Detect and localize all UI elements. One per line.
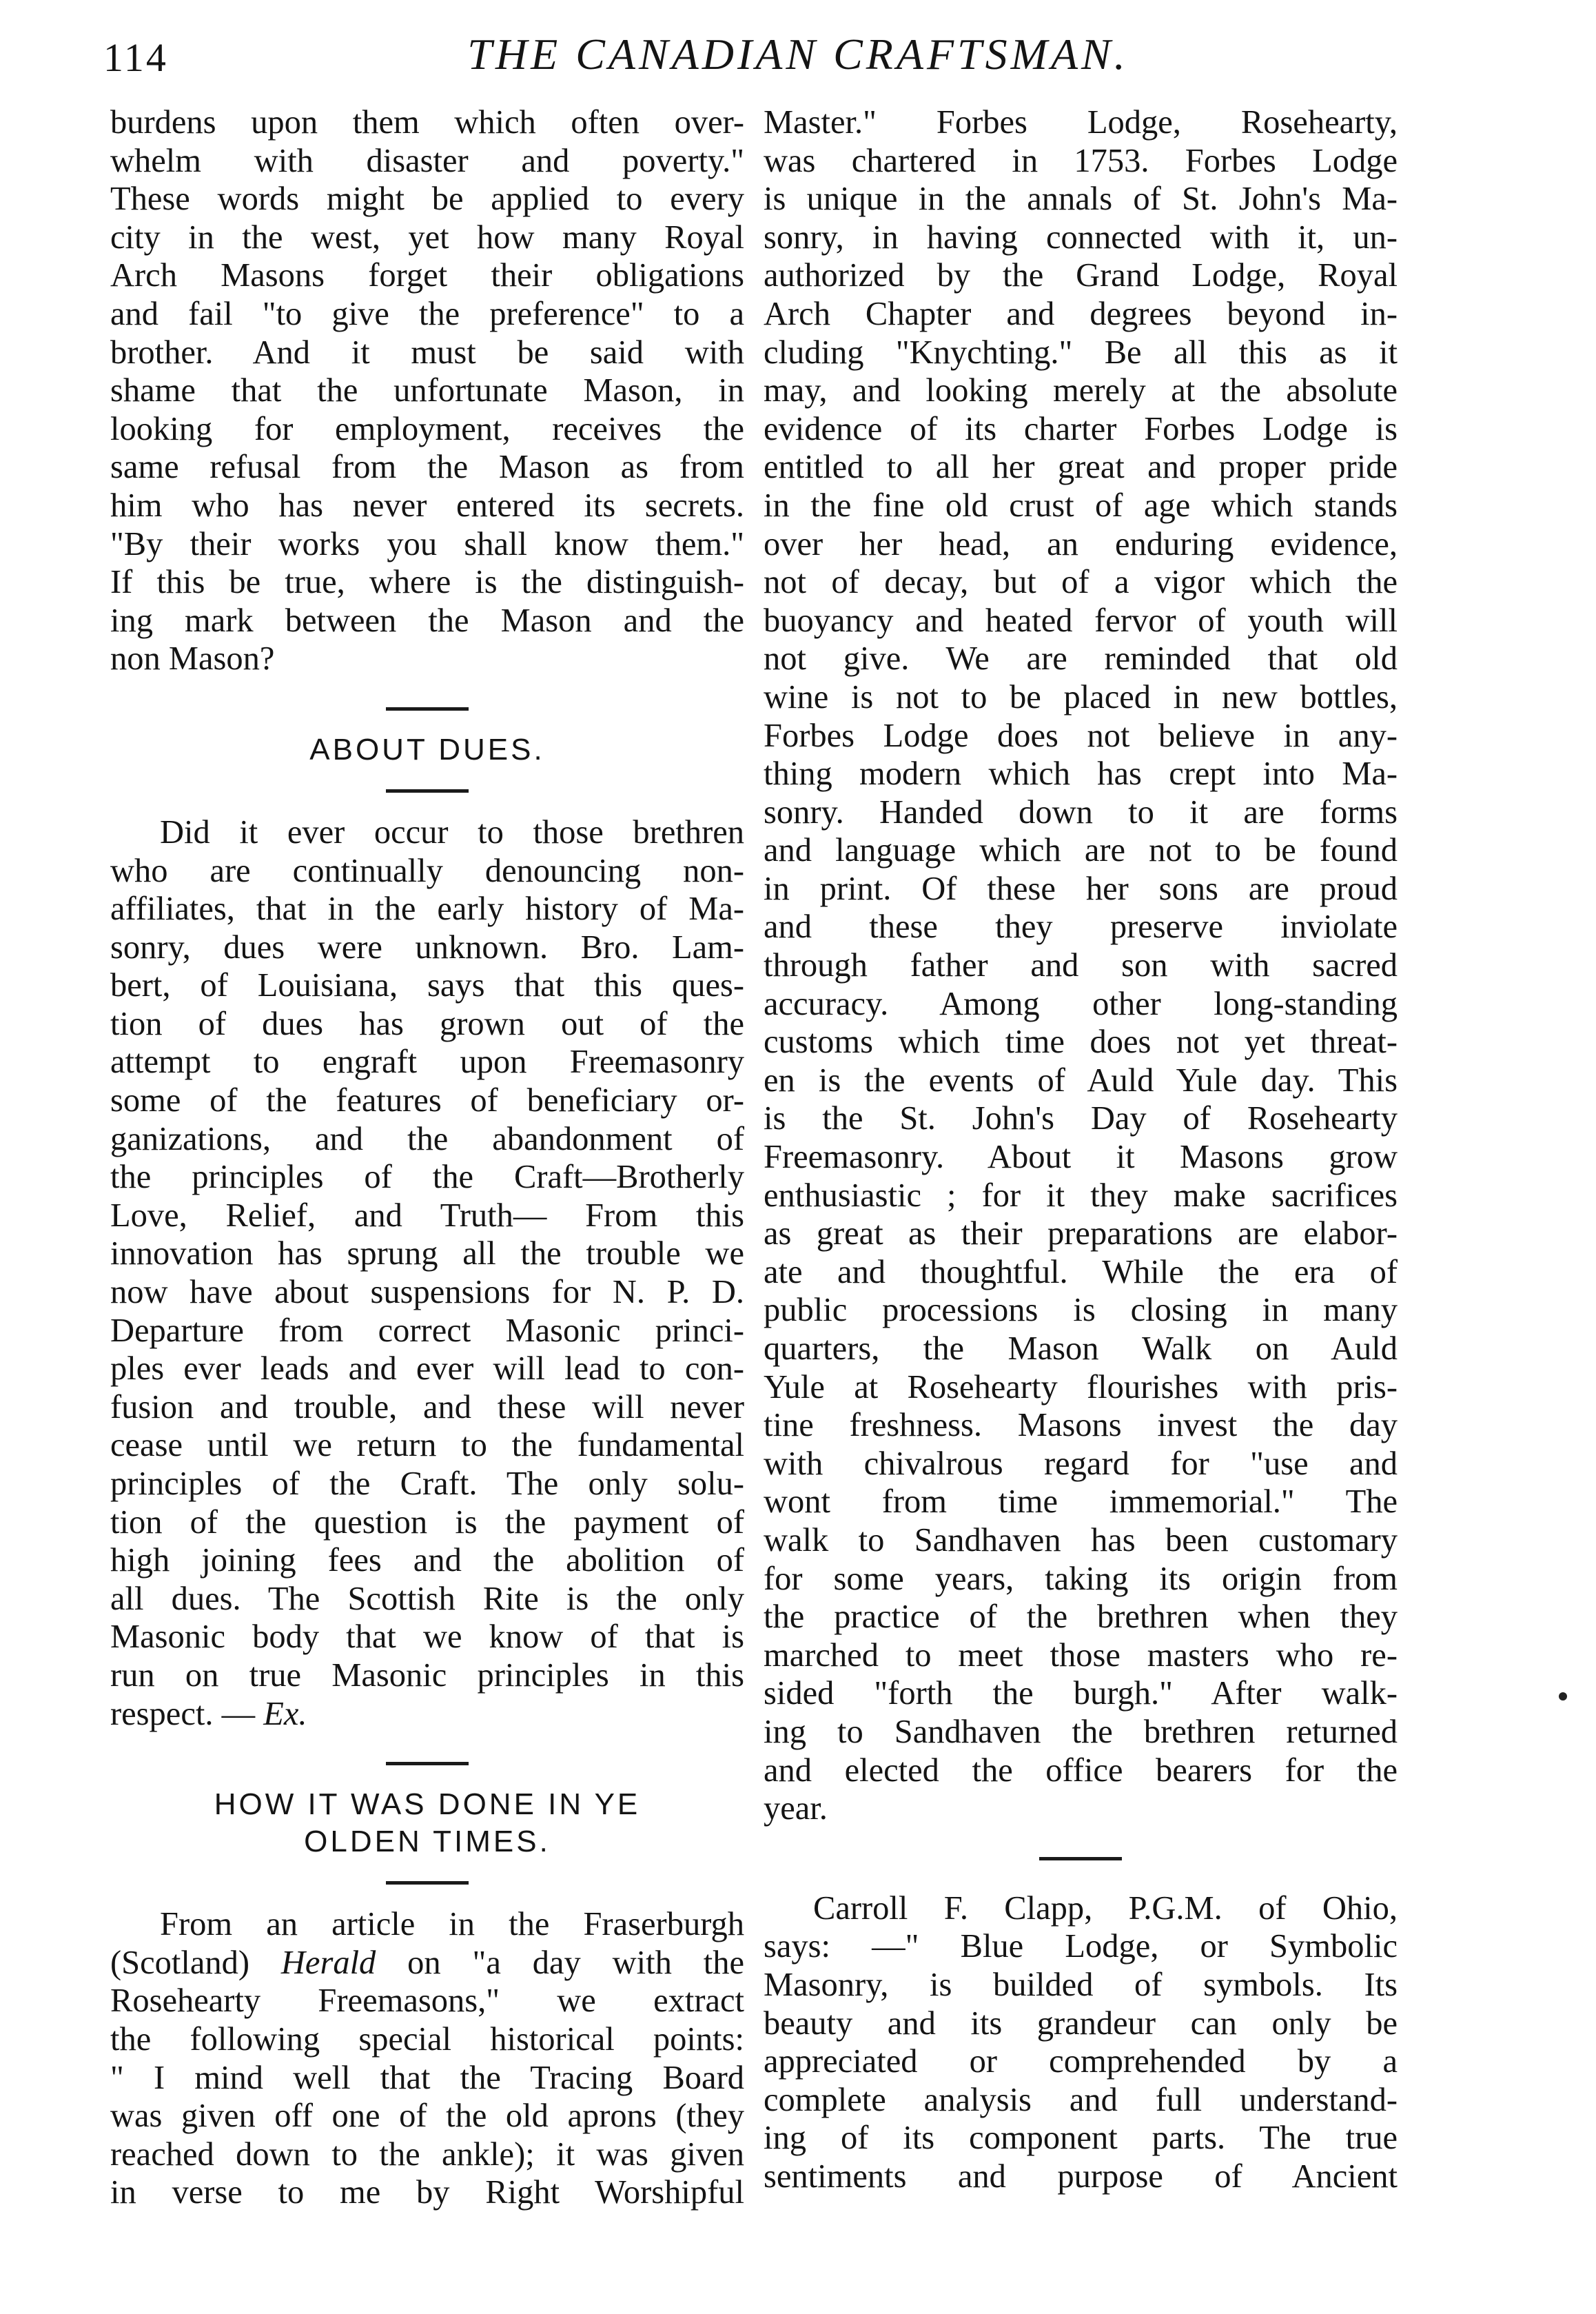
- text-line: is the St. John's Day of Rosehearty: [764, 1100, 1398, 1137]
- text-line: some of the features of beneficiary or-: [110, 1082, 744, 1119]
- article-olden-times-continued: [764, 103, 1398, 1828]
- text-line: burdens upon them which often over-: [110, 104, 744, 141]
- text-line: in verse to me by Right Worshipful: [110, 2174, 744, 2211]
- text-line: walk to Sandhaven has been customary: [764, 1521, 1398, 1559]
- text-line: with chivalrous regard for "use and: [764, 1445, 1398, 1482]
- text-line: Carroll F. Clapp, P.G.M. of Ohio,: [813, 1889, 1398, 1927]
- text-line: who are continually denouncing non-: [110, 852, 744, 889]
- journal-title: THE CANADIAN CRAFTSMAN.: [467, 30, 1129, 79]
- text-line: tion of dues has grown out of the: [110, 1005, 744, 1042]
- text-line: not of decay, but of a vigor which the: [764, 564, 1398, 601]
- text-line: wine is not to be placed in new bottles,: [764, 678, 1398, 715]
- text-line: Departure from correct Masonic princi-: [110, 1312, 744, 1349]
- text-line: is unique in the annals of St. John's Ma-: [764, 181, 1398, 218]
- text-line: [110, 1695, 744, 1734]
- text-line: says: —" Blue Lodge, or Symbolic: [764, 1928, 1398, 1965]
- text-line: Masonry, is builded of symbols. Its: [764, 1966, 1398, 2003]
- text-line: the principles of the Craft—Brotherly: [110, 1159, 744, 1196]
- text-line: " I mind well that the Tracing Board: [110, 2059, 744, 2096]
- text-line: in the fine old crust of age which stands: [764, 487, 1398, 524]
- text-line: public processions is closing in many: [764, 1292, 1398, 1329]
- text-line: Master." Forbes Lodge, Rosehearty,: [764, 104, 1398, 141]
- text-line: fusion and trouble, and these will never: [110, 1388, 744, 1425]
- text-line: ples ever leads and ever will lead to con-: [110, 1350, 744, 1388]
- text-line: in print. Of these her sons are proud: [764, 870, 1398, 907]
- article-clapp-quote: [764, 1889, 1398, 2196]
- continued-article: [110, 103, 744, 678]
- text-line: ing to Sandhaven the brethren returned: [764, 1713, 1398, 1750]
- text-line: sentiments and purpose of Ancient: [764, 2158, 1398, 2195]
- text-line: shame that the unfortunate Mason, in: [110, 372, 744, 409]
- text-line: innovation has sprung all the trouble we: [110, 1235, 744, 1272]
- text-line: enthusiastic ; for it they make sacrifices: [764, 1177, 1398, 1214]
- text-line: "By their works you shall know them.": [110, 525, 744, 562]
- text-line: complete analysis and full understand-: [764, 2081, 1398, 2118]
- text-line: ing of its component parts. The true: [764, 2120, 1398, 2157]
- text-line: ing mark between the Mason and the: [110, 602, 744, 639]
- text-line: non Mason?: [110, 640, 275, 678]
- text-line: year.: [764, 1790, 828, 1827]
- article-olden-times: [110, 1905, 744, 2212]
- text-line: may, and looking merely at the absolute: [764, 372, 1398, 409]
- text-line: entitled to all her great and proper pride: [764, 449, 1398, 486]
- text-line: sonry, in having connected with it, un-: [764, 219, 1398, 256]
- text-line: Rosehearty Freemasons," we extract: [110, 1982, 744, 2020]
- right-column: [764, 103, 1398, 2195]
- text-line: quarters, the Mason Walk on Auld: [764, 1330, 1398, 1367]
- text-line: the following special historical points:: [110, 2020, 744, 2058]
- text-line: was chartered in 1753. Forbes Lodge: [764, 142, 1398, 179]
- text-line: Arch Chapter and degrees beyond in-: [764, 295, 1398, 332]
- text-line: looking for employment, receives the: [110, 410, 744, 447]
- text-line: Freemasonry. About it Masons grow: [764, 1139, 1398, 1176]
- text-line: bert, of Louisiana, says that this ques-: [110, 967, 744, 1004]
- text-line: tion of the question is the payment of: [110, 1503, 744, 1541]
- text-line: now have about suspensions for N. P. D.: [110, 1274, 744, 1311]
- text-line: over her head, an enduring evidence,: [764, 525, 1398, 562]
- source-credit: Ex.: [263, 1695, 307, 1732]
- text-line: high joining fees and the abolition of: [110, 1542, 744, 1579]
- page-number: 114: [103, 35, 168, 80]
- text-line: the practice of the brethren when they: [764, 1599, 1398, 1636]
- text-line: ate and thoughtful. While the era of: [764, 1253, 1398, 1290]
- text-line: principles of the Craft. The only solu-: [110, 1465, 744, 1502]
- text-line: and elected the office bearers for the: [764, 1752, 1398, 1789]
- section-heading-about-dues: ABOUT DUES.: [309, 732, 545, 767]
- text-line: sonry. Handed down to it are forms: [764, 793, 1398, 831]
- article-about-dues: [110, 813, 744, 1733]
- text-line: evidence of its charter Forbes Lodge is: [764, 410, 1398, 447]
- text-line: run on true Masonic principles in this: [110, 1656, 744, 1694]
- text-line: sided "forth the burgh." After walk-: [764, 1675, 1398, 1712]
- text-line: thing modern which has crept into Ma-: [764, 755, 1398, 793]
- text-fragment: respect. —: [110, 1695, 264, 1732]
- text-line: cease until we return to the fundamental: [110, 1427, 744, 1464]
- text-line: same refusal from the Mason as from: [110, 449, 744, 486]
- text-line: and language which are not to be found: [764, 832, 1398, 869]
- text-line: all dues. The Scottish Rite is the only: [110, 1580, 744, 1617]
- text-line: city in the west, yet how many Royal: [110, 219, 744, 256]
- text-line: and fail "to give the preference" to a: [110, 295, 744, 332]
- text-line: appreciated or comprehended by a: [764, 2043, 1398, 2080]
- text-line: From an article in the Fraserburgh: [160, 1906, 744, 1943]
- left-column: [110, 103, 744, 2212]
- text-line: Masonic body that we know of that is: [110, 1618, 744, 1656]
- text-fragment: on "a day with the: [376, 1944, 745, 1981]
- text-line: Love, Relief, and Truth— From this: [110, 1197, 744, 1234]
- text-line: attempt to engraft upon Freemasonry: [110, 1044, 744, 1081]
- text-line: [110, 1944, 744, 1982]
- text-line: whelm with disaster and poverty.": [110, 142, 744, 179]
- text-line: through father and son with sacred: [764, 947, 1398, 984]
- text-fragment: (Scotland): [110, 1944, 281, 1981]
- text-line: sonry, dues were unknown. Bro. Lam-: [110, 928, 744, 966]
- text-line: Did it ever occur to those brethren: [160, 813, 744, 851]
- text-line: reached down to the ankle); it was given: [110, 2135, 744, 2173]
- text-line: marched to meet those masters who re-: [764, 1636, 1398, 1674]
- text-line: authorized by the Grand Lodge, Royal: [764, 257, 1398, 294]
- text-line: ganizations, and the abandonment of: [110, 1120, 744, 1157]
- text-line: was given off one of the old aprons (they: [110, 2098, 744, 2135]
- text-line: and these they preserve inviolate: [764, 909, 1398, 946]
- text-line: brother. And it must be said with: [110, 334, 744, 371]
- text-line: as great as their preparations are elabor-: [764, 1215, 1398, 1252]
- text-line: tine freshness. Masons invest the day: [764, 1407, 1398, 1444]
- text-line: beauty and its grandeur can only be: [764, 2005, 1398, 2042]
- text-line: wont from time immemorial." The: [764, 1483, 1398, 1521]
- text-line: accuracy. Among other long-standing: [764, 985, 1398, 1022]
- text-line: en is the events of Auld Yule day. This: [764, 1062, 1398, 1099]
- section-heading-olden-times-2: OLDEN TIMES.: [304, 1825, 551, 1859]
- text-line: These words might be applied to every: [110, 181, 744, 218]
- running-head: [103, 28, 1493, 85]
- text-line: customs which time does not yet threat-: [764, 1024, 1398, 1061]
- text-line: buoyancy and heated fervor of youth will: [764, 602, 1398, 639]
- text-line: Arch Masons forget their obligations: [110, 257, 744, 294]
- text-line: If this be true, where is the distinguish-: [110, 564, 744, 601]
- text-line: Forbes Lodge does not believe in any-: [764, 717, 1398, 754]
- text-line: affiliates, that in the early history of Ma-: [110, 891, 744, 928]
- text-line: not give. We are reminded that old: [764, 640, 1398, 678]
- text-line: him who has never entered its secrets.: [110, 487, 744, 524]
- text-line: cluding "Knychting." Be all this as it: [764, 334, 1398, 371]
- section-heading-olden-times-1: HOW IT WAS DONE IN YE: [214, 1787, 641, 1822]
- ink-speck: [1559, 1692, 1567, 1701]
- newspaper-title: Herald: [280, 1944, 376, 1981]
- text-line: Yule at Rosehearty flourishes with pris-: [764, 1368, 1398, 1405]
- text-line: for some years, taking its origin from: [764, 1560, 1398, 1597]
